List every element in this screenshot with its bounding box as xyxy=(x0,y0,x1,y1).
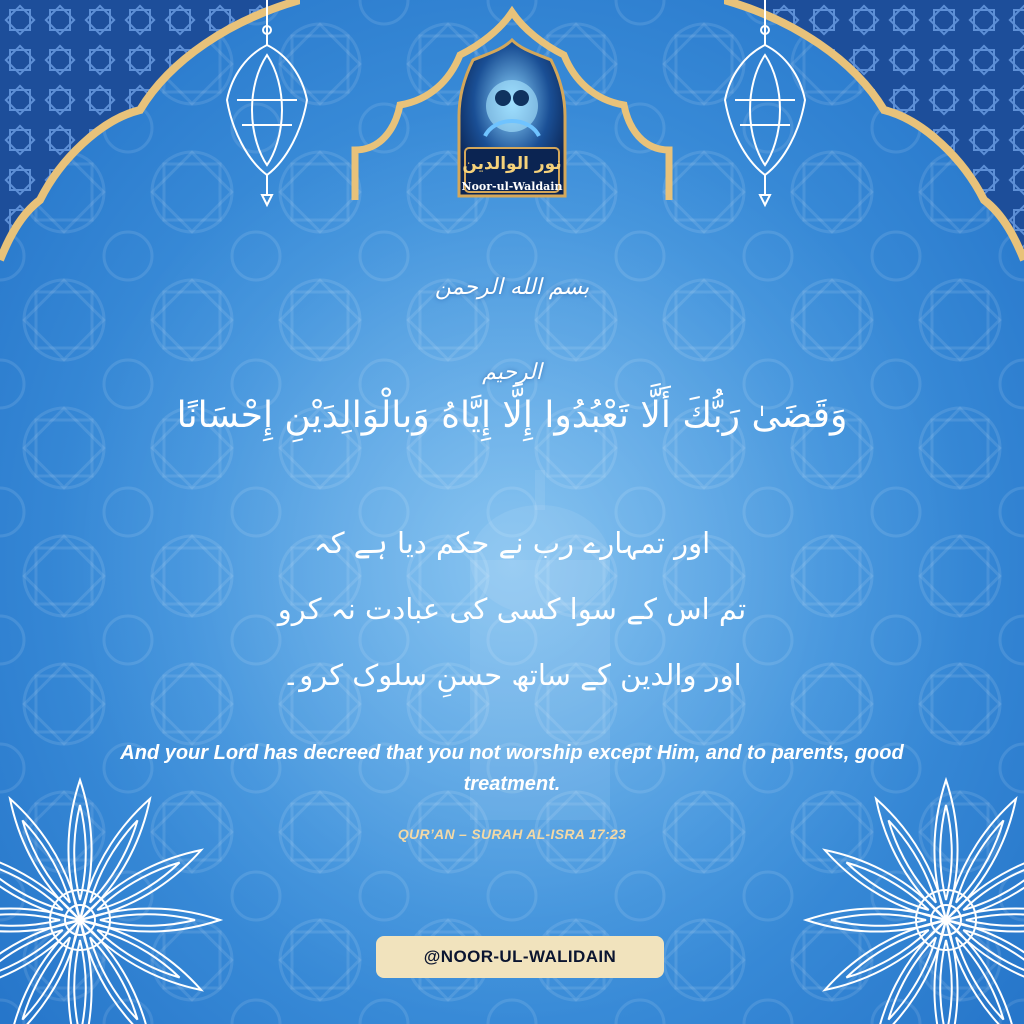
ayah-arabic: وَقَضَىٰ رَبُّكَ أَلَّا تَعْبُدُوا إِلَّا إِيَّاهُ وَبالْوَالِدَيْنِ إِحْسَانًا xyxy=(176,395,848,436)
brand-logo xyxy=(455,36,569,204)
bismillah-calligraphy: بسم الله الرحمن الرحيم xyxy=(434,275,590,385)
mandala-icon xyxy=(796,770,1024,1024)
mandala-icon xyxy=(0,770,230,1024)
lantern-icon xyxy=(710,0,820,215)
social-handle-badge[interactable] xyxy=(376,936,664,978)
verse-reference: QUR’AN – SURAH AL-ISRA 17:23 xyxy=(397,826,627,842)
logo-emblem-icon xyxy=(455,36,569,204)
lantern-icon xyxy=(212,0,322,215)
urdu-line-3: اور والدین کے ساتھ حسنِ سلوک کرو۔ xyxy=(282,658,742,692)
logo-text-arabic: نور الوالدین xyxy=(462,154,562,174)
urdu-line-1: اور تمہارے رب نے حکم دیا ہے کہ xyxy=(313,526,711,560)
social-handle-text: @NOOR-UL-WALIDAIN xyxy=(423,947,617,966)
urdu-line-2: تم اس کے سوا کسی کی عبادت نہ کرو xyxy=(277,592,747,626)
english-translation: And your Lord has decreed that you not worship except Him, and to parents, good treatment. xyxy=(120,742,904,795)
logo-text-english: Noor-ul-Waldain xyxy=(461,180,563,193)
